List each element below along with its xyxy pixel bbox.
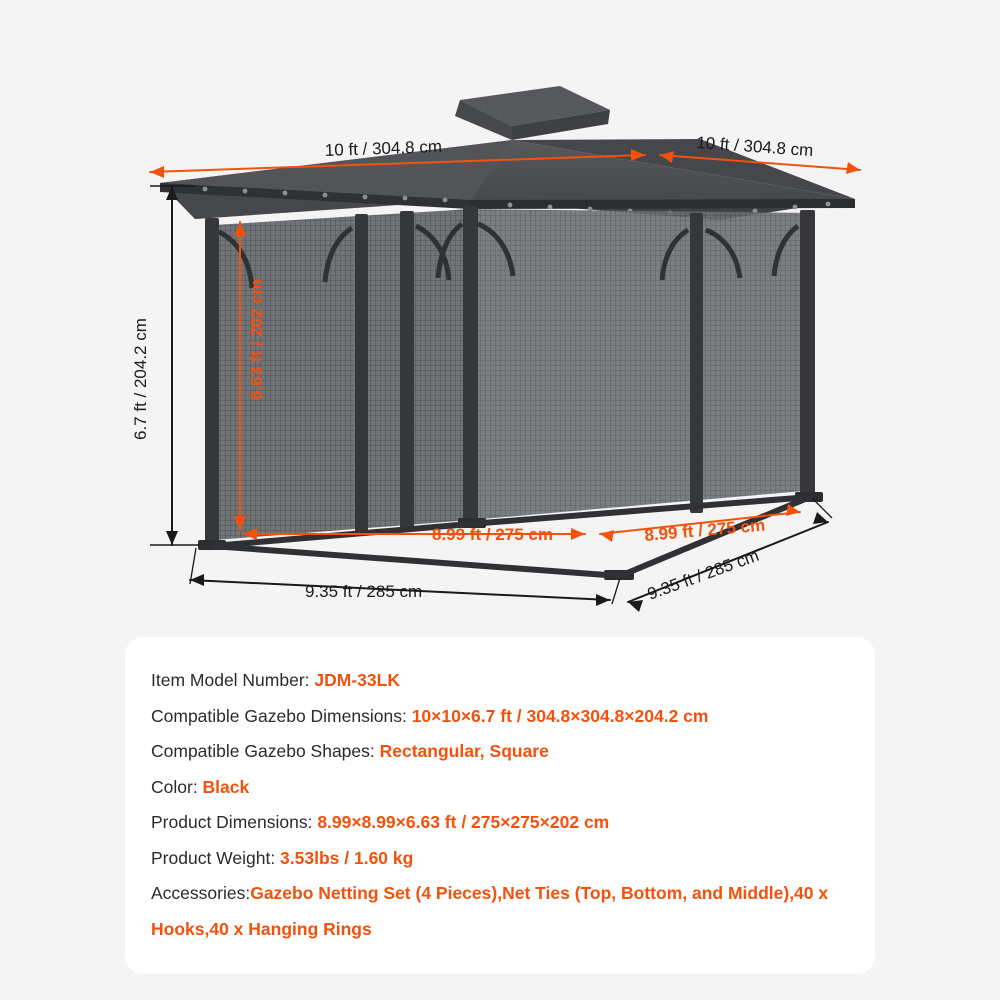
label-net-front: 8.99 ft / 275 cm (432, 525, 553, 544)
spec-row-model (151, 663, 875, 699)
spec-card (125, 637, 875, 974)
spec-label-model: Item Model Number: (151, 670, 315, 690)
label-base-front: 9.35 ft / 285 cm (305, 582, 423, 601)
spec-row-compatible-shapes (151, 734, 875, 770)
spec-value-accessories: Gazebo Netting Set (4 Pieces),Net Ties (Top, Bottom, and Middle),40 x Hooks,40 x Hanging Rings (151, 883, 829, 939)
spec-row-accessories (151, 876, 841, 947)
label-height-outer: 6.7 ft / 204.2 cm (131, 318, 150, 440)
spec-row-color (151, 770, 875, 806)
spec-label-product-dimensions: Product Dimensions: (151, 812, 318, 832)
dim-height-outer (150, 186, 200, 545)
spec-value-product-weight: 3.53lbs / 1.60 kg (280, 847, 414, 868)
spec-value-product-dimensions: 8.99×8.99×6.63 ft / 275×275×202 cm (317, 812, 610, 832)
spec-label-accessories: Accessories: (151, 883, 251, 903)
spec-row-compatible-dimensions (151, 699, 875, 735)
label-height-inner: 6.63 ft / 202 cm (247, 279, 266, 400)
spec-value-compatible-dimensions: 10×10×6.7 ft / 304.8×304.8×204.2 cm (411, 705, 709, 726)
spec-row-product-dimensions (151, 805, 875, 841)
label-net-right: 8.99 ft / 275 cm (643, 515, 766, 545)
label-roof-front: 10 ft / 304.8 cm (324, 136, 443, 160)
spec-row-product-weight (151, 841, 875, 877)
label-roof-right: 10 ft / 304.8 cm (695, 133, 814, 161)
spec-label-compatible-shapes: Compatible Gazebo Shapes: (151, 741, 380, 761)
spec-value-color: Black (202, 776, 250, 797)
spec-label-compatible-dimensions: Compatible Gazebo Dimensions: (151, 705, 412, 726)
spec-value-compatible-shapes: Rectangular, Square (379, 741, 549, 761)
spec-label-color: Color: (151, 776, 203, 797)
netting-right (470, 209, 815, 520)
label-base-right: 9.35 ft / 285 cm (644, 545, 762, 604)
roof-vent-cap (455, 86, 610, 140)
spec-label-product-weight: Product Weight: (151, 847, 281, 868)
spec-value-model: JDM-33LK (314, 670, 400, 690)
